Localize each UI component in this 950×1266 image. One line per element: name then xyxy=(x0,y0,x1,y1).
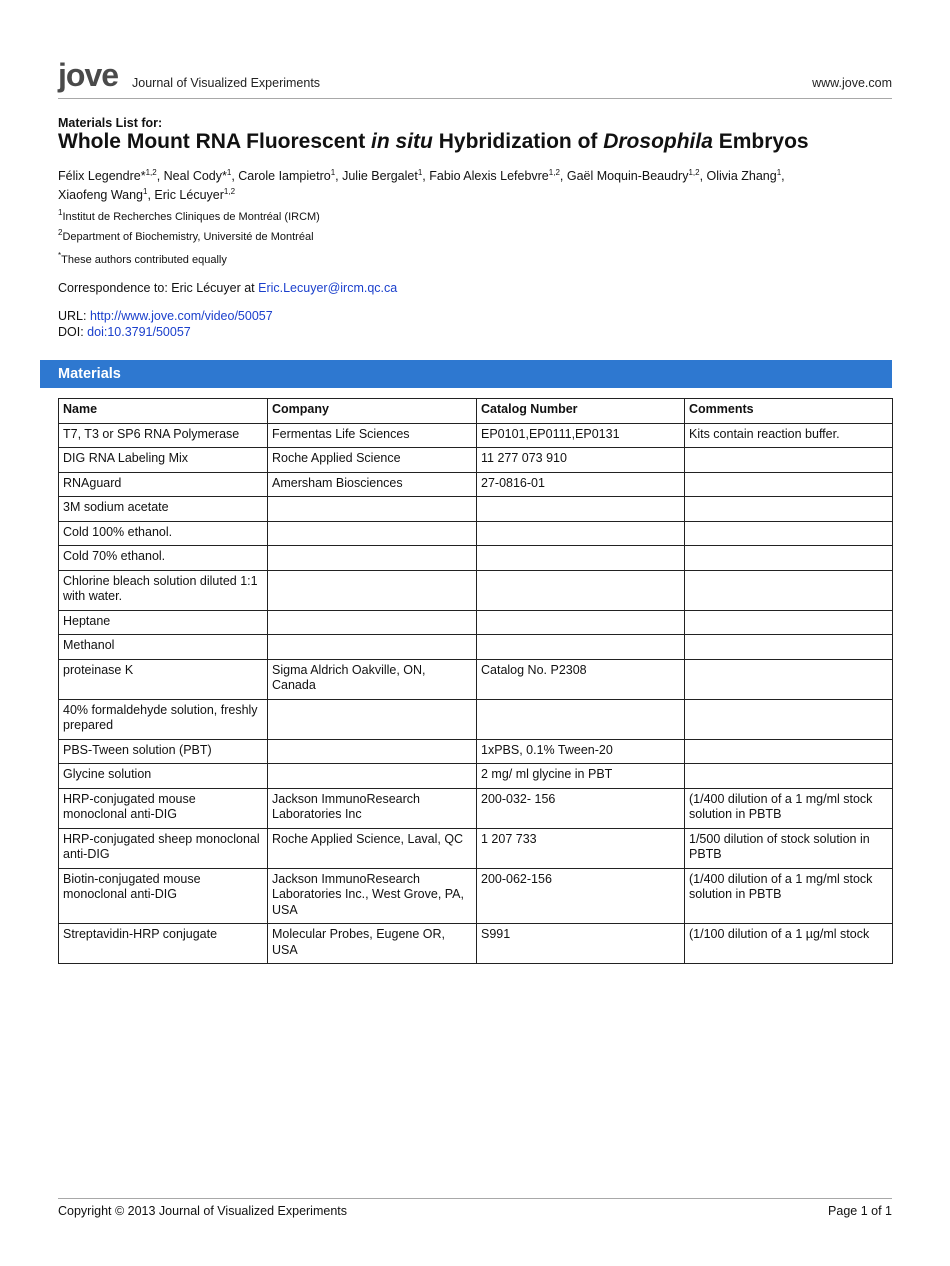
affiliation-2: $^2$Department of Biochemistry, Université de Montréal xyxy=(58,228,314,243)
cell-comments xyxy=(685,764,893,789)
cell-name: HRP-conjugated sheep monoclonal anti-DIG xyxy=(59,828,268,868)
table-row xyxy=(59,423,893,448)
cell-comments xyxy=(685,659,893,699)
cell-catalog-number: 27-0816-01 xyxy=(477,472,685,497)
title-italic-1: in situ xyxy=(371,130,433,153)
cell-comments xyxy=(685,570,893,610)
cell-comments xyxy=(685,472,893,497)
cell-comments xyxy=(685,497,893,522)
page-header xyxy=(58,57,892,99)
cell-name: 3M sodium acetate xyxy=(59,497,268,522)
cell-catalog-number xyxy=(477,635,685,660)
cell-comments xyxy=(685,448,893,473)
table-row xyxy=(59,448,893,473)
author-list xyxy=(58,167,858,205)
cell-comments xyxy=(685,699,893,739)
author: Carole Iampietro$^1$, xyxy=(238,168,343,183)
journal-name: Journal of Visualized Experiments xyxy=(132,76,321,90)
cell-catalog-number: 200-032- 156 xyxy=(477,788,685,828)
cell-catalog-number xyxy=(477,497,685,522)
site-url[interactable]: www.jove.com xyxy=(812,76,892,90)
cell-comments: 1/500 dilution of stock solution in PBTB xyxy=(685,828,893,868)
cell-catalog-number: EP0101,EP0111,EP0131 xyxy=(477,423,685,448)
author: Neal Cody*$^1$, xyxy=(163,168,239,183)
cell-catalog-number: 11 277 073 910 xyxy=(477,448,685,473)
materials-list-label: Materials List for: xyxy=(58,116,163,130)
cell-comments: (1/400 dilution of a 1 mg/ml stock solution in PBTB xyxy=(685,788,893,828)
doi-link[interactable]: doi:10.3791/50057 xyxy=(87,325,191,339)
table-body xyxy=(59,423,893,964)
materials-table xyxy=(58,398,893,964)
doi-line: DOI: doi:10.3791/50057 xyxy=(58,325,191,339)
author: Xiaofeng Wang$^1$, xyxy=(58,187,155,202)
table-row xyxy=(59,699,893,739)
table-row xyxy=(59,635,893,660)
author: Félix Legendre*$^{1,2}$, xyxy=(58,168,164,183)
url-line: URL: http://www.jove.com/video/50057 xyxy=(58,309,273,323)
affiliation-1: $^1$Institut de Recherches Cliniques de Montréal (IRCM) xyxy=(58,208,320,223)
cell-comments xyxy=(685,546,893,571)
cell-comments: (1/100 dilution of a 1 µg/ml stock xyxy=(685,924,893,964)
column-header-catalog-number: Catalog Number xyxy=(477,399,685,424)
cell-name: 40% formaldehyde solution, freshly prepared xyxy=(59,699,268,739)
cell-name: Methanol xyxy=(59,635,268,660)
table-header-row xyxy=(59,399,893,424)
cell-name: HRP-conjugated mouse monoclonal anti-DIG xyxy=(59,788,268,828)
cell-comments xyxy=(685,739,893,764)
cell-name: RNAguard xyxy=(59,472,268,497)
cell-company xyxy=(268,739,477,764)
cell-company xyxy=(268,610,477,635)
video-url-link[interactable]: http://www.jove.com/video/50057 xyxy=(89,309,273,323)
correspondence: Correspondence to: Eric Lécuyer at Eric.Lecuyer@ircm.qc.ca xyxy=(58,281,398,295)
table-row xyxy=(59,521,893,546)
table-row xyxy=(59,659,893,699)
correspondence-email-link[interactable]: Eric.Lecuyer@ircm.qc.ca xyxy=(258,281,398,295)
cell-company: Jackson ImmunoResearch Laboratories Inc xyxy=(268,788,477,828)
column-header-comments: Comments xyxy=(685,399,893,424)
cell-catalog-number: 1xPBS, 0.1% Tween-20 xyxy=(477,739,685,764)
jove-logo[interactable]: jove xyxy=(58,57,119,93)
table-row xyxy=(59,828,893,868)
table-row xyxy=(59,739,893,764)
cell-company xyxy=(268,570,477,610)
author: Olivia Zhang$^1$, xyxy=(706,168,785,183)
cell-name: proteinase K xyxy=(59,659,268,699)
cell-company: Molecular Probes, Eugene OR, USA xyxy=(268,924,477,964)
cell-name: Chlorine bleach solution diluted 1:1 with water. xyxy=(59,570,268,610)
cell-company xyxy=(268,521,477,546)
column-header-name: Name xyxy=(59,399,268,424)
table-row xyxy=(59,497,893,522)
cell-name: Cold 70% ethanol. xyxy=(59,546,268,571)
cell-catalog-number: 200-062-156 xyxy=(477,868,685,924)
cell-company: Amersham Biosciences xyxy=(268,472,477,497)
author: Gaël Moquin-Beaudry$^{1,2}$, xyxy=(566,168,707,183)
copyright-notice: Copyright © 2013 Journal of Visualized Experiments xyxy=(58,1204,347,1218)
cell-catalog-number xyxy=(477,699,685,739)
cell-company xyxy=(268,546,477,571)
author: Julie Bergalet$^1$, xyxy=(342,168,430,183)
table-row xyxy=(59,546,893,571)
cell-catalog-number: S991 xyxy=(477,924,685,964)
cell-name: T7, T3 or SP6 RNA Polymerase xyxy=(59,423,268,448)
cell-company: Roche Applied Science, Laval, QC xyxy=(268,828,477,868)
table-row xyxy=(59,472,893,497)
author: Fabio Alexis Lefebvre$^{1,2}$, xyxy=(429,168,567,183)
column-header-company: Company xyxy=(268,399,477,424)
equal-contribution-note: *These authors contributed equally xyxy=(58,251,227,266)
cell-name: Biotin-conjugated mouse monoclonal anti-DIG xyxy=(59,868,268,924)
cell-comments xyxy=(685,521,893,546)
page-number: Page 1 of 1 xyxy=(828,1204,892,1218)
title-part-2: Hybridization of xyxy=(432,130,604,153)
cell-company: Roche Applied Science xyxy=(268,448,477,473)
table-row xyxy=(59,924,893,964)
cell-name: DIG RNA Labeling Mix xyxy=(59,448,268,473)
cell-name: Heptane xyxy=(59,610,268,635)
cell-catalog-number xyxy=(477,610,685,635)
materials-section-header: Materials xyxy=(40,360,892,388)
cell-company xyxy=(268,764,477,789)
cell-name: Streptavidin-HRP conjugate xyxy=(59,924,268,964)
cell-company xyxy=(268,497,477,522)
cell-catalog-number: 1 207 733 xyxy=(477,828,685,868)
cell-catalog-number: Catalog No. P2308 xyxy=(477,659,685,699)
cell-catalog-number xyxy=(477,546,685,571)
table-row xyxy=(59,570,893,610)
cell-company: Fermentas Life Sciences xyxy=(268,423,477,448)
cell-catalog-number xyxy=(477,521,685,546)
cell-company: Sigma Aldrich Oakville, ON, Canada xyxy=(268,659,477,699)
cell-name: Glycine solution xyxy=(59,764,268,789)
title-part-1: Whole Mount RNA Fluorescent xyxy=(58,130,372,153)
cell-name: PBS-Tween solution (PBT) xyxy=(59,739,268,764)
page-footer xyxy=(58,1198,892,1219)
cell-comments xyxy=(685,610,893,635)
cell-company: Jackson ImmunoResearch Laboratories Inc., West Grove, PA, USA xyxy=(268,868,477,924)
cell-comments: (1/400 dilution of a 1 mg/ml stock solution in PBTB xyxy=(685,868,893,924)
cell-name: Cold 100% ethanol. xyxy=(59,521,268,546)
cell-catalog-number: 2 mg/ ml glycine in PBT xyxy=(477,764,685,789)
cell-company xyxy=(268,699,477,739)
title-part-3: Embryos xyxy=(712,130,809,153)
cell-comments xyxy=(685,635,893,660)
table-row xyxy=(59,788,893,828)
title-italic-2: Drosophila xyxy=(603,130,713,153)
table-row xyxy=(59,868,893,924)
table-row xyxy=(59,610,893,635)
cell-comments: Kits contain reaction buffer. xyxy=(685,423,893,448)
table-row xyxy=(59,764,893,789)
article-title xyxy=(58,129,809,155)
cell-company xyxy=(268,635,477,660)
cell-catalog-number xyxy=(477,570,685,610)
author: Eric Lécuyer$^{1,2}$ xyxy=(154,187,236,202)
